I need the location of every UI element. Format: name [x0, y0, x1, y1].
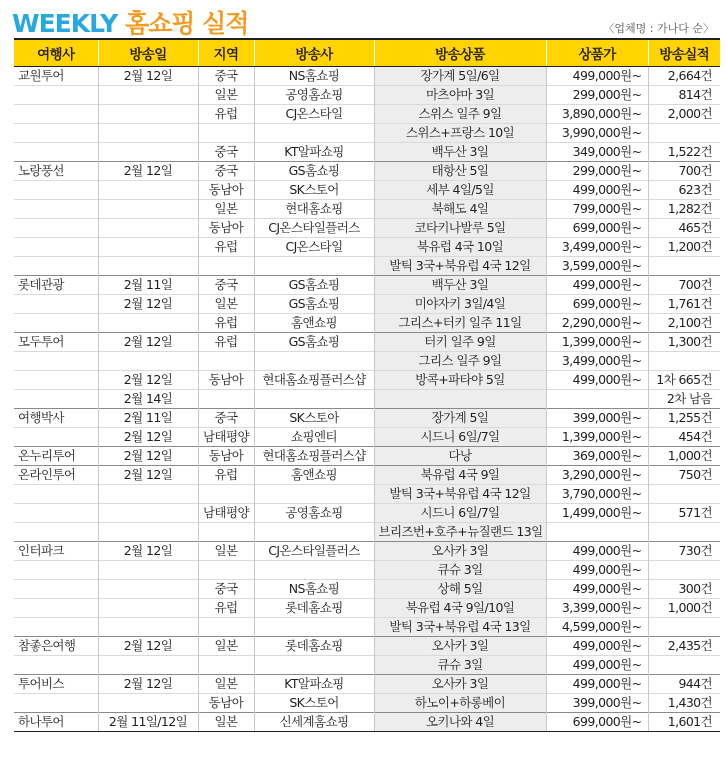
cell-price: 499,000원~ — [546, 370, 648, 389]
cell-date — [98, 655, 198, 674]
cell-product: 발틱 3국+북유럽 4국 12일 — [374, 484, 546, 503]
table-row — [14, 142, 720, 161]
cell-broadcaster: 현대홈쇼핑플러스샵 — [254, 446, 374, 465]
cell-product: 터키 일주 9일 — [374, 332, 546, 351]
cell-agency — [14, 598, 98, 617]
cell-region: 일본 — [198, 294, 254, 313]
cell-broadcaster: SK스토아 — [254, 408, 374, 427]
cell-date: 2월 11일 — [98, 275, 198, 294]
cell-product: 그리스+터키 일주 11일 — [374, 313, 546, 332]
cell-price: 499,000원~ — [546, 655, 648, 674]
cell-product: 마츠야마 3일 — [374, 85, 546, 104]
cell-price: 699,000원~ — [546, 294, 648, 313]
cell-date: 2월 11일 — [98, 408, 198, 427]
cell-agency — [14, 617, 98, 636]
cell-date — [98, 256, 198, 275]
header-agency: 여행사 — [14, 39, 98, 66]
cell-region: 동남아 — [198, 693, 254, 712]
cell-product: 북해도 4일 — [374, 199, 546, 218]
cell-price: 499,000원~ — [546, 674, 648, 693]
cell-broadcaster — [254, 560, 374, 579]
cell-date: 2월 12일 — [98, 674, 198, 693]
cell-agency — [14, 313, 98, 332]
table-row — [14, 579, 720, 598]
cell-result — [648, 256, 720, 275]
cell-date: 2월 12일 — [98, 294, 198, 313]
cell-broadcaster: SK스토어 — [254, 180, 374, 199]
cell-result: 1차 665건 — [648, 370, 720, 389]
cell-region: 중국 — [198, 66, 254, 85]
table-row — [14, 351, 720, 370]
cell-result: 2,000건 — [648, 104, 720, 123]
cell-broadcaster: GS홈쇼핑 — [254, 161, 374, 180]
cell-broadcaster: GS홈쇼핑 — [254, 294, 374, 313]
cell-product: 북유럽 4국 10일 — [374, 237, 546, 256]
cell-date — [98, 560, 198, 579]
cell-date — [98, 693, 198, 712]
cell-product: 백두산 3일 — [374, 275, 546, 294]
cell-broadcaster — [254, 256, 374, 275]
cell-date — [98, 503, 198, 522]
cell-region — [198, 560, 254, 579]
cell-product: 태항산 5일 — [374, 161, 546, 180]
cell-date: 2월 12일 — [98, 636, 198, 655]
broadcast-results-table — [14, 38, 720, 732]
cell-price: 399,000원~ — [546, 693, 648, 712]
cell-agency: 하나투어 — [14, 712, 98, 731]
cell-date: 2월 12일 — [98, 446, 198, 465]
cell-price: 699,000원~ — [546, 218, 648, 237]
table-row — [14, 446, 720, 465]
cell-broadcaster: GS홈쇼핑 — [254, 332, 374, 351]
cell-date — [98, 598, 198, 617]
cell-region: 유럽 — [198, 237, 254, 256]
cell-region: 동남아 — [198, 370, 254, 389]
cell-date: 2월 12일 — [98, 465, 198, 484]
cell-broadcaster: 공영홈쇼핑 — [254, 85, 374, 104]
cell-date: 2월 12일 — [98, 427, 198, 446]
cell-product: 세부 4일/5일 — [374, 180, 546, 199]
cell-product: 하노이+하롱베이 — [374, 693, 546, 712]
cell-region — [198, 123, 254, 142]
cell-agency: 온라인투어 — [14, 465, 98, 484]
table-row — [14, 655, 720, 674]
cell-product: 시드니 6일/7일 — [374, 427, 546, 446]
cell-product: 오사카 3일 — [374, 674, 546, 693]
cell-result: 1,000건 — [648, 446, 720, 465]
cell-agency — [14, 104, 98, 123]
cell-price: 699,000원~ — [546, 712, 648, 731]
cell-price: 3,790,000원~ — [546, 484, 648, 503]
cell-region — [198, 256, 254, 275]
cell-date — [98, 180, 198, 199]
cell-price: 499,000원~ — [546, 560, 648, 579]
cell-broadcaster — [254, 484, 374, 503]
cell-result — [648, 655, 720, 674]
cell-region: 일본 — [198, 712, 254, 731]
cell-result: 1,601건 — [648, 712, 720, 731]
cell-result: 750건 — [648, 465, 720, 484]
cell-price: 3,499,000원~ — [546, 237, 648, 256]
cell-product: 발틱 3국+북유럽 4국 13일 — [374, 617, 546, 636]
cell-product: 시드니 6일/7일 — [374, 503, 546, 522]
cell-agency: 참좋은여행 — [14, 636, 98, 655]
cell-region — [198, 389, 254, 408]
table-row — [14, 275, 720, 294]
table-body — [14, 66, 720, 731]
cell-product: 미야자키 3일/4일 — [374, 294, 546, 313]
header-row — [14, 39, 720, 66]
cell-region: 일본 — [198, 636, 254, 655]
cell-product: 상해 5일 — [374, 579, 546, 598]
cell-product: 코타키나발루 5일 — [374, 218, 546, 237]
cell-broadcaster: SK스토어 — [254, 693, 374, 712]
cell-agency — [14, 85, 98, 104]
cell-product — [374, 389, 546, 408]
cell-region: 유럽 — [198, 332, 254, 351]
cell-price: 499,000원~ — [546, 579, 648, 598]
cell-broadcaster: CJ온스타일 — [254, 104, 374, 123]
header-result: 방송실적 — [648, 39, 720, 66]
cell-price: 3,290,000원~ — [546, 465, 648, 484]
table-row — [14, 389, 720, 408]
cell-price: 1,399,000원~ — [546, 332, 648, 351]
cell-result — [648, 522, 720, 541]
cell-product: 다낭 — [374, 446, 546, 465]
cell-broadcaster: 현대홈쇼핑플러스샵 — [254, 370, 374, 389]
cell-price: 3,499,000원~ — [546, 351, 648, 370]
cell-product: 브리즈번+호주+뉴질랜드 13일 — [374, 522, 546, 541]
cell-agency — [14, 503, 98, 522]
cell-product: 북유럽 4국 9일/10일 — [374, 598, 546, 617]
header-date: 방송일 — [98, 39, 198, 66]
cell-agency — [14, 294, 98, 313]
cell-agency — [14, 579, 98, 598]
cell-product: 오사카 3일 — [374, 636, 546, 655]
cell-region: 유럽 — [198, 465, 254, 484]
cell-agency — [14, 123, 98, 142]
cell-broadcaster: 롯데홈쇼핑 — [254, 636, 374, 655]
cell-date — [98, 199, 198, 218]
cell-agency — [14, 484, 98, 503]
cell-agency — [14, 522, 98, 541]
cell-agency — [14, 389, 98, 408]
cell-date: 2월 11일/12일 — [98, 712, 198, 731]
cell-region: 일본 — [198, 674, 254, 693]
cell-product: 스위스 일주 9일 — [374, 104, 546, 123]
table-row — [14, 598, 720, 617]
cell-broadcaster: 쇼핑엔티 — [254, 427, 374, 446]
cell-agency: 롯데관광 — [14, 275, 98, 294]
cell-broadcaster: 롯데홈쇼핑 — [254, 598, 374, 617]
cell-agency — [14, 693, 98, 712]
cell-agency — [14, 256, 98, 275]
table-row — [14, 218, 720, 237]
table-row — [14, 313, 720, 332]
cell-region — [198, 617, 254, 636]
cell-region: 일본 — [198, 199, 254, 218]
table-row — [14, 123, 720, 142]
cell-broadcaster: CJ온스타일플러스 — [254, 541, 374, 560]
cell-result: 1,522건 — [648, 142, 720, 161]
cell-product: 방콕+파타야 5일 — [374, 370, 546, 389]
cell-region — [198, 522, 254, 541]
cell-date — [98, 313, 198, 332]
cell-product: 스위스+프랑스 10일 — [374, 123, 546, 142]
cell-date — [98, 579, 198, 598]
cell-result: 300건 — [648, 579, 720, 598]
cell-broadcaster — [254, 655, 374, 674]
cell-product: 그리스 일주 9일 — [374, 351, 546, 370]
cell-result: 1,761건 — [648, 294, 720, 313]
cell-broadcaster: 홈앤쇼핑 — [254, 465, 374, 484]
table-row — [14, 427, 720, 446]
cell-broadcaster: 공영홈쇼핑 — [254, 503, 374, 522]
table-row — [14, 85, 720, 104]
cell-price: 3,399,000원~ — [546, 598, 648, 617]
cell-result: 700건 — [648, 161, 720, 180]
table-row — [14, 674, 720, 693]
cell-region: 유럽 — [198, 598, 254, 617]
cell-result: 944건 — [648, 674, 720, 693]
cell-region: 중국 — [198, 275, 254, 294]
cell-agency: 노랑풍선 — [14, 161, 98, 180]
cell-agency — [14, 560, 98, 579]
cell-broadcaster: NS홈쇼핑 — [254, 579, 374, 598]
cell-price: 499,000원~ — [546, 636, 648, 655]
table-row — [14, 503, 720, 522]
cell-product: 큐슈 3일 — [374, 560, 546, 579]
cell-result: 1,200건 — [648, 237, 720, 256]
cell-date — [98, 85, 198, 104]
cell-agency — [14, 180, 98, 199]
cell-price: 3,599,000원~ — [546, 256, 648, 275]
header-price: 상품가 — [546, 39, 648, 66]
cell-result: 1,300건 — [648, 332, 720, 351]
cell-broadcaster: 신세계홈쇼핑 — [254, 712, 374, 731]
cell-agency — [14, 655, 98, 674]
cell-region: 중국 — [198, 408, 254, 427]
cell-date: 2월 12일 — [98, 370, 198, 389]
table-row — [14, 484, 720, 503]
cell-region: 동남아 — [198, 446, 254, 465]
cell-product: 오사카 3일 — [374, 541, 546, 560]
cell-price: 3,990,000원~ — [546, 123, 648, 142]
cell-price: 1,399,000원~ — [546, 427, 648, 446]
table-row — [14, 541, 720, 560]
cell-date — [98, 237, 198, 256]
cell-broadcaster: CJ온스타일플러스 — [254, 218, 374, 237]
cell-price: 499,000원~ — [546, 275, 648, 294]
cell-broadcaster: 홈앤쇼핑 — [254, 313, 374, 332]
cell-price: 2,290,000원~ — [546, 313, 648, 332]
table-row — [14, 465, 720, 484]
cell-broadcaster — [254, 617, 374, 636]
cell-result: 2차 남음 — [648, 389, 720, 408]
cell-result: 730건 — [648, 541, 720, 560]
cell-region: 유럽 — [198, 104, 254, 123]
cell-broadcaster — [254, 351, 374, 370]
cell-result: 814건 — [648, 85, 720, 104]
cell-result: 1,282건 — [648, 199, 720, 218]
page-title — [12, 4, 248, 40]
title-row — [0, 0, 728, 40]
table-row — [14, 712, 720, 731]
table-row — [14, 693, 720, 712]
table-row — [14, 370, 720, 389]
table-row — [14, 560, 720, 579]
cell-region: 동남아 — [198, 180, 254, 199]
header-product: 방송상품 — [374, 39, 546, 66]
table-row — [14, 237, 720, 256]
cell-region — [198, 655, 254, 674]
cell-date: 2월 12일 — [98, 332, 198, 351]
cell-broadcaster: CJ온스타일 — [254, 237, 374, 256]
table-row — [14, 199, 720, 218]
page-title-en: WEEKLY — [12, 9, 118, 38]
table-row — [14, 180, 720, 199]
table-row — [14, 66, 720, 85]
cell-agency — [14, 237, 98, 256]
cell-region: 일본 — [198, 541, 254, 560]
table-row — [14, 408, 720, 427]
cell-price: 4,599,000원~ — [546, 617, 648, 636]
cell-broadcaster: 현대홈쇼핑 — [254, 199, 374, 218]
header-region: 지역 — [198, 39, 254, 66]
cell-agency — [14, 370, 98, 389]
table-row — [14, 636, 720, 655]
cell-date: 2월 12일 — [98, 541, 198, 560]
cell-result: 454건 — [648, 427, 720, 446]
cell-agency — [14, 351, 98, 370]
cell-product: 북유럽 4국 9일 — [374, 465, 546, 484]
table-row — [14, 522, 720, 541]
cell-region: 일본 — [198, 85, 254, 104]
table-row — [14, 161, 720, 180]
cell-result: 1,000건 — [648, 598, 720, 617]
cell-region: 중국 — [198, 142, 254, 161]
cell-date — [98, 617, 198, 636]
cell-region: 남태평양 — [198, 503, 254, 522]
cell-result: 2,100건 — [648, 313, 720, 332]
cell-price: 499,000원~ — [546, 541, 648, 560]
cell-result: 1,430건 — [648, 693, 720, 712]
cell-broadcaster: KT알파쇼핑 — [254, 142, 374, 161]
cell-result: 623건 — [648, 180, 720, 199]
table-row — [14, 617, 720, 636]
cell-date — [98, 104, 198, 123]
cell-date — [98, 351, 198, 370]
cell-broadcaster — [254, 522, 374, 541]
cell-result: 1,255건 — [648, 408, 720, 427]
cell-agency: 투어비스 — [14, 674, 98, 693]
cell-agency: 온누리투어 — [14, 446, 98, 465]
cell-date — [98, 484, 198, 503]
cell-date: 2월 12일 — [98, 66, 198, 85]
cell-agency: 인터파크 — [14, 541, 98, 560]
cell-result — [648, 617, 720, 636]
cell-price: 499,000원~ — [546, 66, 648, 85]
cell-price: 399,000원~ — [546, 408, 648, 427]
cell-result — [648, 351, 720, 370]
table-row — [14, 294, 720, 313]
cell-price: 299,000원~ — [546, 85, 648, 104]
table-row — [14, 332, 720, 351]
cell-agency: 여행박사 — [14, 408, 98, 427]
cell-result — [648, 123, 720, 142]
cell-agency: 교원투어 — [14, 66, 98, 85]
cell-broadcaster: KT알파쇼핑 — [254, 674, 374, 693]
cell-result — [648, 484, 720, 503]
cell-region: 동남아 — [198, 218, 254, 237]
cell-broadcaster — [254, 123, 374, 142]
cell-broadcaster: NS홈쇼핑 — [254, 66, 374, 85]
cell-date — [98, 142, 198, 161]
cell-region — [198, 351, 254, 370]
cell-product: 장가계 5일 — [374, 408, 546, 427]
cell-price: 3,890,000원~ — [546, 104, 648, 123]
table-row — [14, 256, 720, 275]
cell-region: 남태평양 — [198, 427, 254, 446]
cell-product: 오키나와 4일 — [374, 712, 546, 731]
cell-price: 369,000원~ — [546, 446, 648, 465]
cell-region: 유럽 — [198, 313, 254, 332]
cell-product: 큐슈 3일 — [374, 655, 546, 674]
cell-price: 499,000원~ — [546, 180, 648, 199]
cell-price: 299,000원~ — [546, 161, 648, 180]
cell-result: 2,435건 — [648, 636, 720, 655]
cell-price — [546, 522, 648, 541]
cell-date: 2월 12일 — [98, 161, 198, 180]
page-title-ko: 홈쇼핑 실적 — [124, 9, 249, 38]
cell-result — [648, 560, 720, 579]
cell-date — [98, 522, 198, 541]
cell-price: 349,000원~ — [546, 142, 648, 161]
cell-agency — [14, 427, 98, 446]
table-row — [14, 104, 720, 123]
header-broadcaster: 방송사 — [254, 39, 374, 66]
cell-date — [98, 218, 198, 237]
cell-result: 571건 — [648, 503, 720, 522]
cell-broadcaster — [254, 389, 374, 408]
cell-date — [98, 123, 198, 142]
cell-product: 백두산 3일 — [374, 142, 546, 161]
cell-broadcaster: GS홈쇼핑 — [254, 275, 374, 294]
sort-note: 〈업체명 : 가나다 순〉 — [603, 22, 714, 35]
cell-region: 중국 — [198, 161, 254, 180]
cell-agency — [14, 199, 98, 218]
cell-price — [546, 389, 648, 408]
cell-product: 장가계 5일/6일 — [374, 66, 546, 85]
cell-region: 중국 — [198, 579, 254, 598]
cell-agency — [14, 142, 98, 161]
cell-result: 2,664건 — [648, 66, 720, 85]
cell-result: 700건 — [648, 275, 720, 294]
cell-agency: 모두투어 — [14, 332, 98, 351]
cell-agency — [14, 218, 98, 237]
cell-price: 1,499,000원~ — [546, 503, 648, 522]
cell-price: 799,000원~ — [546, 199, 648, 218]
cell-product: 발틱 3국+북유럽 4국 12일 — [374, 256, 546, 275]
cell-region — [198, 484, 254, 503]
cell-result: 465건 — [648, 218, 720, 237]
cell-date: 2월 14일 — [98, 389, 198, 408]
